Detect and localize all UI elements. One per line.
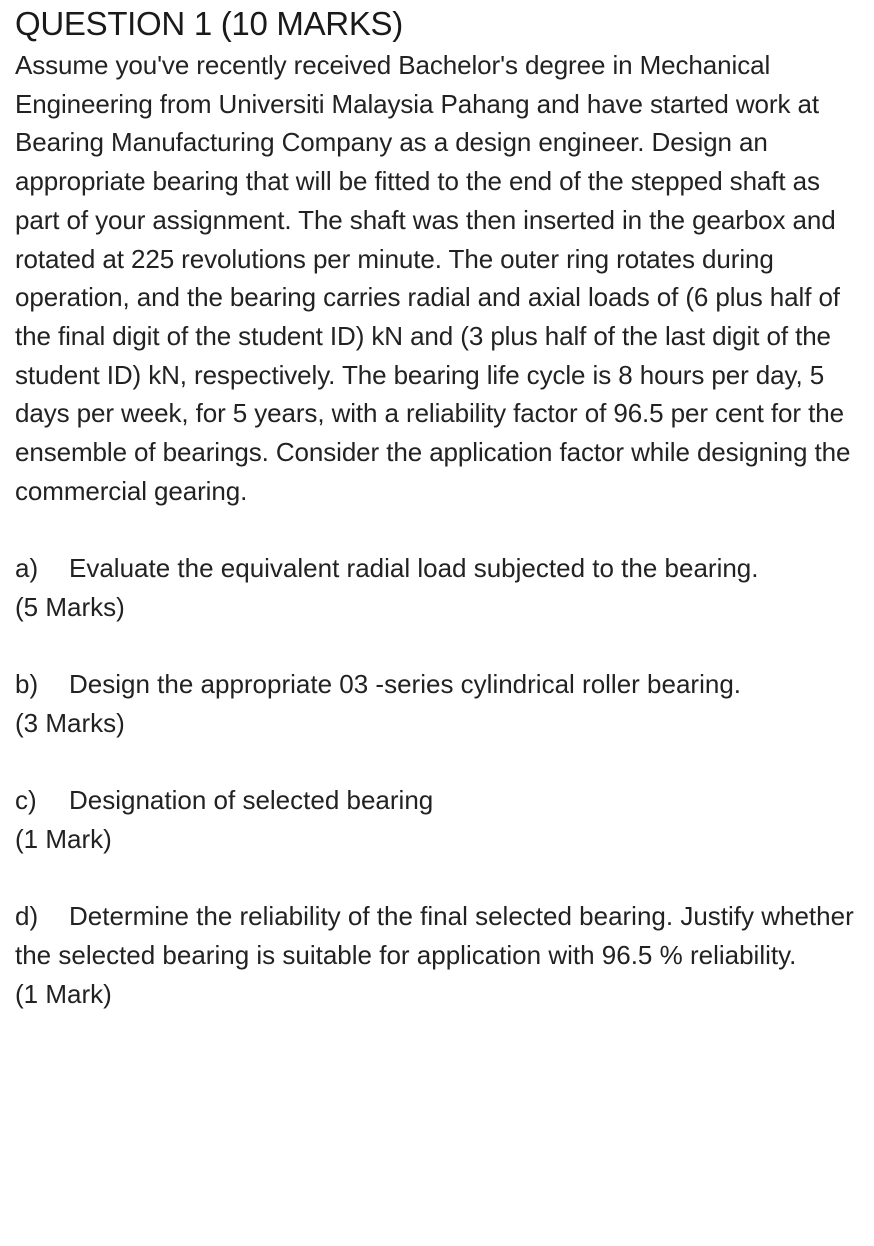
sub-question-a <box>15 549 865 626</box>
sub-question-b <box>15 665 865 742</box>
marks-label: (3 Marks) <box>15 707 125 738</box>
sub-question-letter: b) <box>15 669 39 700</box>
marks-label: (5 Marks) <box>15 591 125 622</box>
question-title: QUESTION 1 (10 MARKS) <box>15 5 403 42</box>
document-page <box>15 0 865 1014</box>
sub-question-letter: c) <box>15 785 37 816</box>
marks-label: (1 Mark) <box>15 978 112 1009</box>
question-intro: Assume you've recently received Bachelor's degree in Mechanical Engineering from Universiti Malaysia Pahang and have started work at Bearing Manufacturing Company as a design engineer. Design an appropriate bearing that will be fitted to the end of the stepped shaft as part of your assignment. The shaft was then inserted in the gearbox and rotated at 225 revolutions per minute. The outer ring rotates during operation, and the bearing carries radial and axial loads of (6 plus half of the final digit of the student ID) kN and (3 plus half of the last digit of the student ID) kN, respectively. The bearing life cycle is 8 hours per day, 5 days per week, for 5 years, with a reliability factor of 96.5 per cent for the ensemble of bearings. Consider the application factor while designing the commercial gearing. <box>15 50 851 506</box>
marks-label: (1 Mark) <box>15 824 112 855</box>
sub-question-text: Designation of selected bearing <box>69 785 434 816</box>
sub-question-text: Design the appropriate 03 -series cylindrical roller bearing. <box>69 669 742 700</box>
sub-question-d <box>15 897 865 1013</box>
sub-question-text: Evaluate the equivalent radial load subjected to the bearing. <box>69 553 759 584</box>
sub-question-c <box>15 781 865 858</box>
sub-question-letter: d) <box>15 901 39 932</box>
sub-question-text: Determine the reliability of the final selected bearing. Justify whether the selected bearing is suitable for application with 96.5 % reliability. <box>15 901 854 971</box>
sub-question-letter: a) <box>15 553 39 584</box>
